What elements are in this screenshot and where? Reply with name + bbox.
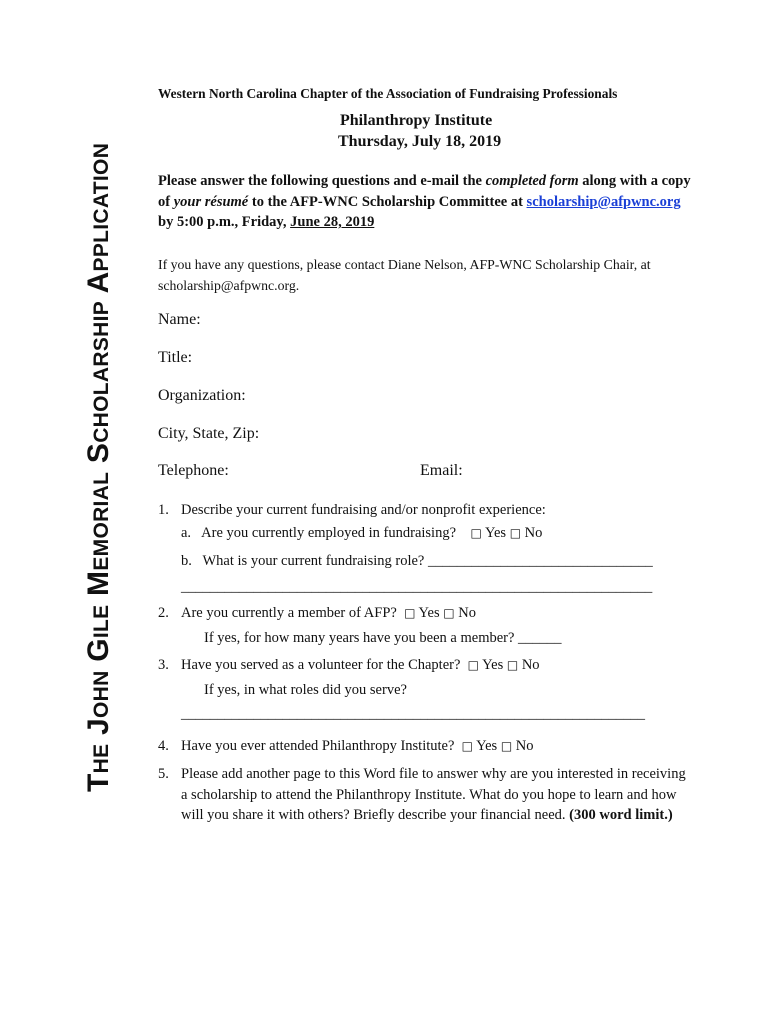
q1a-no-label: No (524, 525, 543, 541)
instructions-your-resume: your résumé (173, 193, 249, 210)
question-2-line (181, 603, 476, 624)
q2-no-checkbox[interactable]: □ (443, 606, 455, 620)
question-2-number: 2. (158, 605, 169, 621)
title-field-label[interactable]: Title: (158, 349, 193, 366)
instructions-text-2: along with a copy of (158, 173, 691, 210)
email-field-label[interactable]: Email: (420, 462, 463, 479)
question-4-line (181, 736, 534, 757)
q1a-yes-label: Yes (484, 525, 507, 541)
contact-note: If you have any questions, please contact Diane Nelson, AFP-WNC Scholarship Chair, at scholarship@afpwnc.org. (158, 257, 651, 293)
side-title (74, 100, 134, 800)
question-5-body (181, 764, 686, 826)
instructions (158, 171, 698, 233)
question-1a-text: Are you currently employed in fundraising? (201, 525, 457, 541)
email-link[interactable]: scholarship@afpwnc.org (526, 193, 681, 210)
question-4-text: Have you ever attended Philanthropy Institute? (181, 738, 455, 754)
instructions-text-1: Please answer the following questions and e-mail the (158, 173, 486, 189)
question-1 (158, 500, 698, 522)
question-2-blank[interactable]: ______ (518, 630, 562, 646)
question-4-number: 4. (158, 738, 169, 754)
question-2 (158, 603, 698, 625)
telephone-field-label[interactable]: Telephone: (158, 462, 229, 479)
instructions-text-4: by 5:00 p.m., Friday, (158, 214, 291, 230)
question-5-word-limit: (300 word limit.) (569, 807, 673, 823)
q3-yes-checkbox[interactable]: □ (467, 658, 480, 672)
question-2-followup (204, 628, 562, 649)
question-3-blank-line[interactable]: ________________________________________________________________ (181, 706, 645, 722)
event-date: Thursday, July 18, 2019 (338, 133, 502, 150)
q3-no-label: No (521, 657, 540, 673)
instructions-completed-form: completed form (485, 173, 579, 189)
question-5-text: Please add another page to this Word file to answer why are you interested in receiving a scholarship to attend the Philanthropy Institute. What do you hope to learn and how will you share it with others? Briefly describe your financial need. (181, 766, 686, 823)
question-1b (181, 551, 653, 572)
q4-no-checkbox[interactable]: □ (500, 739, 513, 753)
q4-yes-label: Yes (476, 738, 498, 754)
question-3-number: 3. (158, 657, 169, 673)
q3-no-checkbox[interactable]: □ (506, 658, 519, 672)
organization-header: Western North Carolina Chapter of the Association of Fundraising Professionals (158, 86, 618, 101)
organization-field-label[interactable]: Organization: (158, 387, 246, 404)
question-1b-blank[interactable]: _______________________________ (427, 553, 653, 569)
question-1-number: 1. (158, 502, 169, 518)
question-3-followup: If yes, in what roles did you serve? (204, 682, 407, 698)
city-state-zip-field-label[interactable]: City, State, Zip: (158, 425, 260, 442)
question-2-text: Are you currently a member of AFP? (181, 605, 397, 621)
q4-no-label: No (515, 738, 534, 754)
q2-yes-label: Yes (418, 605, 440, 621)
q2-no-label: No (458, 605, 476, 621)
q1a-yes-checkbox[interactable]: □ (470, 526, 482, 540)
deadline: June 28, 2019 (290, 214, 375, 230)
question-5-number: 5. (158, 766, 169, 782)
question-1a (181, 523, 542, 544)
q4-yes-checkbox[interactable]: □ (461, 739, 473, 753)
question-3 (158, 655, 698, 677)
question-3-text: Have you served as a volunteer for the Chapter? (181, 657, 461, 673)
event-title: Philanthropy Institute (340, 112, 493, 129)
q1a-no-checkbox[interactable]: □ (509, 526, 522, 540)
question-4 (158, 736, 698, 758)
instructions-text-3: to the AFP-WNC Scholarship Committee at (248, 193, 527, 210)
question-2-followup-text: If yes, for how many years have you been a member? (204, 630, 515, 646)
side-title-text: The John Gile Memorial Scholarship Application (82, 142, 115, 792)
question-1a-label: a. (181, 525, 192, 541)
question-1-text: Describe your current fundraising and/or nonprofit experience: (181, 502, 546, 518)
name-field-label[interactable]: Name: (158, 311, 201, 328)
question-1b-text: What is your current fundraising role? (202, 553, 425, 569)
q3-yes-label: Yes (482, 657, 504, 673)
question-1b-label: b. (181, 553, 192, 569)
question-3-line (181, 655, 540, 676)
question-5 (158, 764, 698, 854)
question-1b-blank-line[interactable]: _________________________________________________________________ (181, 579, 653, 595)
q2-yes-checkbox[interactable]: □ (404, 606, 416, 620)
